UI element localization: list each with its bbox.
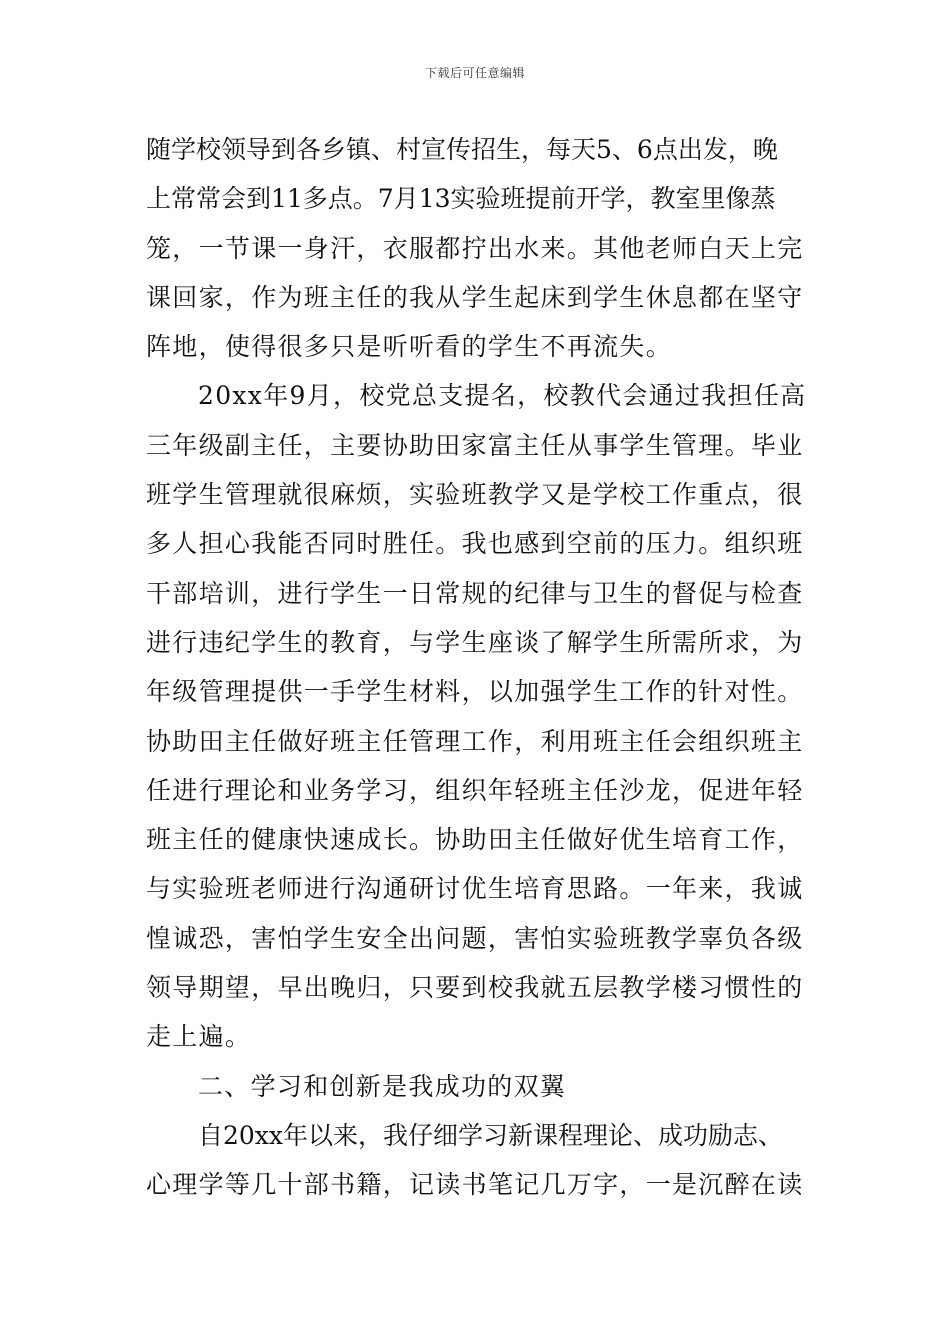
text-line: 班主任的健康快速成长。协助田主任做好优生培育工作， xyxy=(146,825,804,855)
text-line: 走上遍。 xyxy=(146,1022,252,1052)
text-line: 20xx年9月，校党总支提名，校教代会通过我担任高 xyxy=(198,381,807,411)
text-line: 任进行理论和业务学习，组织年轻班主任沙龙，促进年轻 xyxy=(146,775,804,805)
page-header: 下载后可任意编辑 xyxy=(424,66,525,80)
text-line: 干部培训，进行学生一日常规的纪律与卫生的督促与检查 xyxy=(146,578,804,608)
text-line: 随学校领导到各乡镇、村宣传招生，每天5、6点出发，晚 xyxy=(146,135,778,164)
text-line: 年级管理提供一手学生材料，以加强学生工作的针对性。 xyxy=(146,677,804,707)
text-line: 笼，一节课一身汗，衣服都拧出水来。其他老师白天上完 xyxy=(146,233,804,263)
text-line: 多人担心我能否同时胜任。我也感到空前的压力。组织班 xyxy=(146,529,804,559)
text-line: 惶诚恐，害怕学生安全出问题，害怕实验班教学辜负各级 xyxy=(146,923,804,953)
text-line: 三年级副主任，主要协助田家富主任从事学生管理。毕业 xyxy=(146,430,804,460)
text-line: 心理学等几十部书籍，记读书笔记几万字，一是沉醉在读 xyxy=(146,1170,804,1200)
text-line: 课回家，作为班主任的我从学生起床到学生休息都在坚守 xyxy=(146,282,804,312)
text-line: 与实验班老师进行沟通研讨优生培育思路。一年来，我诚 xyxy=(146,874,804,904)
text-line: 二、学习和创新是我成功的双翼 xyxy=(198,1071,567,1101)
text-line: 领导期望，早出晚归，只要到校我就五层教学楼习惯性的 xyxy=(146,973,804,1003)
text-line: 班学生管理就很麻烦，实验班教学又是学校工作重点，很 xyxy=(146,480,804,510)
text-line: 自20xx年以来，我仔细学习新课程理论、成功励志、 xyxy=(198,1120,784,1150)
text-line: 阵地，使得很多只是听听看的学生不再流失。 xyxy=(146,332,673,362)
document-body xyxy=(146,125,808,1210)
text-line: 上常常会到11多点。7月13实验班提前开学，教室里像蒸 xyxy=(146,184,776,214)
text-line: 协助田主任做好班主任管理工作，利用班主任会组织班主 xyxy=(146,726,804,756)
text-line: 进行违纪学生的教育，与学生座谈了解学生所需所求，为 xyxy=(146,627,804,657)
